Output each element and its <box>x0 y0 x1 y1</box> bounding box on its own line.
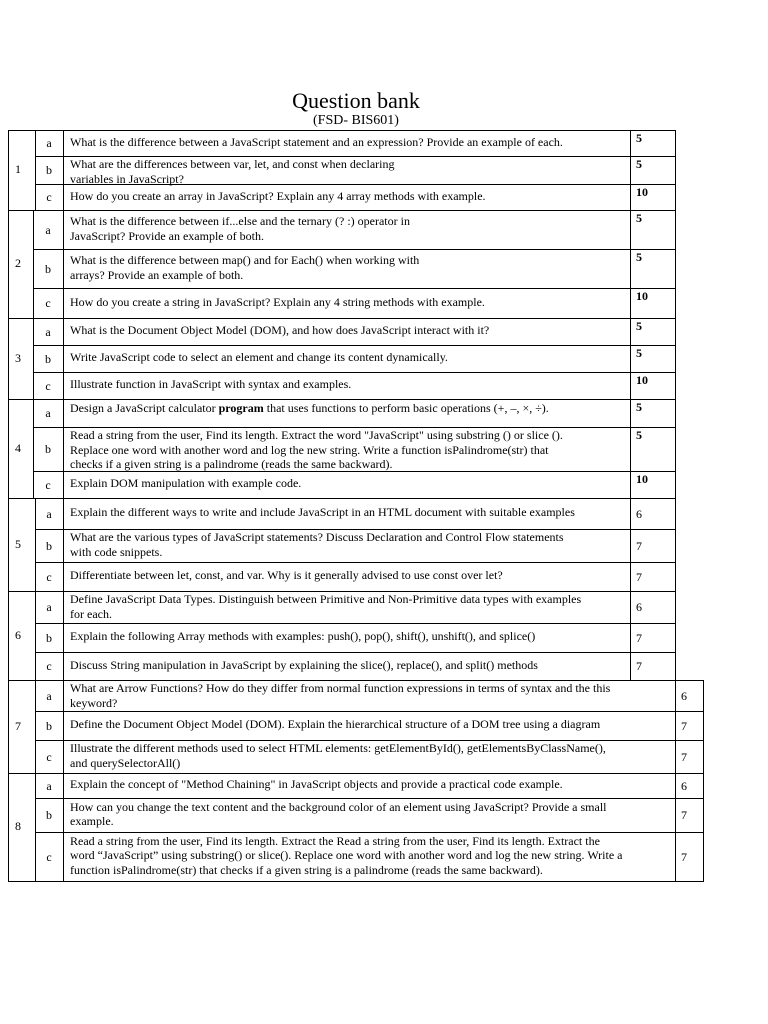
group-number-cell <box>8 773 36 882</box>
group-number: 7 <box>15 718 21 733</box>
part-letter: c <box>46 849 52 864</box>
group-number: 2 <box>15 256 21 270</box>
part-letter: c <box>45 477 51 492</box>
part-letter: b <box>46 163 52 177</box>
question-text: How do you create an array in JavaScript? Explain any 4 array methods with example. <box>70 188 486 203</box>
question-text: Discuss String manipulation in JavaScript by explaining the slice(), replace(), and split() methods <box>70 657 538 672</box>
part-letter: a <box>45 324 51 339</box>
question-text: Illustrate function in JavaScript with syntax and examples. <box>70 377 352 392</box>
part-letter: a <box>46 688 52 703</box>
part-letter: b <box>45 442 51 456</box>
question-text: What is the Document Object Model (DOM), and how does JavaScript interact with it? <box>70 323 490 338</box>
group-number: 4 <box>15 440 21 455</box>
group-number-cell <box>8 498 36 592</box>
question-text: What are Arrow Functions? How do they differ from normal function expressions in terms of syntax and the this keyword? <box>70 681 611 710</box>
group-number-cell <box>8 591 36 681</box>
question-text: Explain the different ways to write and include JavaScript in an HTML document with suitable examples <box>70 505 575 520</box>
question-text: Illustrate the different methods used to select HTML elements: getElementById(), getElementsByClassName(), and querySelectorAll() <box>70 741 606 770</box>
group-number-cell <box>8 399 34 499</box>
question-marks: 6 <box>681 778 687 793</box>
question-marks: 5 <box>636 319 642 333</box>
question-marks: 5 <box>636 157 642 171</box>
group-number: 6 <box>15 627 21 642</box>
question-marks: 6 <box>681 688 687 703</box>
question-text: Explain the following Array methods with examples: push(), pop(), shift(), unshift(), and splice() <box>70 629 536 644</box>
question-text: Write JavaScript code to select an element and change its content dynamically. <box>70 350 448 365</box>
question-marks: 10 <box>636 289 648 303</box>
part-letter: c <box>45 378 51 393</box>
group-number-cell <box>8 210 34 319</box>
page-title: Question bank <box>292 88 420 113</box>
question-marks: 7 <box>681 849 687 864</box>
question-text-part: that uses functions to perform basic operations (+, –, ×, ÷). <box>263 401 549 415</box>
part-letter: c <box>46 659 52 673</box>
part-letter: a <box>45 406 51 420</box>
marks-cell <box>675 711 704 741</box>
question-text: What is the difference between map() and for Each() when working with arrays? Provide an example of both. <box>70 253 420 282</box>
question-marks: 7 <box>636 630 642 645</box>
part-letter: c <box>45 296 51 310</box>
part-letter: a <box>46 600 52 614</box>
question-marks: 6 <box>636 600 642 614</box>
question-marks: 7 <box>681 749 687 764</box>
part-letter: b <box>45 261 51 276</box>
part-letter: b <box>46 718 52 733</box>
marks-cell <box>675 832 704 882</box>
marks-cell <box>675 680 704 712</box>
marks-cell <box>675 798 704 833</box>
group-number-cell <box>8 680 36 774</box>
question-marks: 5 <box>636 211 642 225</box>
question-marks: 5 <box>636 250 642 264</box>
part-letter: c <box>46 569 52 584</box>
part-letter: a <box>46 778 52 793</box>
question-text: How can you change the text content and the background color of an element using JavaScript? Provide a small example. <box>70 799 607 828</box>
question-marks: 6 <box>636 506 642 521</box>
question-text: How do you create a string in JavaScript? Explain any 4 string methods with example. <box>70 294 485 309</box>
question-marks: 10 <box>636 373 648 387</box>
question-marks: 5 <box>636 131 642 145</box>
question-text-part: Design a JavaScript calculator <box>70 401 219 415</box>
question-text: Explain the concept of "Method Chaining" in JavaScript objects and provide a practical code example. <box>70 777 563 792</box>
part-letter: b <box>46 808 52 822</box>
group-number: 3 <box>15 350 21 365</box>
part-letter: b <box>45 351 51 366</box>
question-marks: 10 <box>636 472 648 486</box>
question-marks: 7 <box>681 718 687 733</box>
question-text <box>70 401 627 416</box>
question-marks: 5 <box>636 346 642 360</box>
question-marks: 5 <box>636 400 642 414</box>
question-text: What is the difference between a JavaScript statement and an expression? Provide an example of each. <box>70 134 563 149</box>
group-number-cell <box>8 130 36 211</box>
marks-cell <box>675 740 704 774</box>
question-marks: 5 <box>636 428 642 442</box>
question-marks: 7 <box>636 569 642 584</box>
group-number: 8 <box>15 819 21 833</box>
part-letter: b <box>46 538 52 553</box>
part-letter: a <box>46 136 52 150</box>
page-subtitle: (FSD- BIS601) <box>313 113 399 128</box>
question-text: What are the various types of JavaScript statements? Discuss Declaration and Control Flow statements with code snippets. <box>70 530 564 559</box>
marks-cell <box>675 773 704 799</box>
group-number: 1 <box>15 162 21 176</box>
part-letter: c <box>46 749 52 764</box>
part-letter: a <box>46 506 52 521</box>
part-letter: b <box>46 630 52 645</box>
question-marks: 7 <box>636 659 642 673</box>
question-text: What are the differences between var, let, and const when declaring variables in JavaScript? <box>70 157 395 186</box>
question-marks: 7 <box>636 538 642 553</box>
question-text-bold: program <box>218 401 264 415</box>
question-marks: 7 <box>681 808 687 822</box>
question-text: Define JavaScript Data Types. Distinguish between Primitive and Non-Primitive data types with examples for each. <box>70 592 582 621</box>
question-marks: 10 <box>636 185 648 199</box>
group-number: 5 <box>15 536 21 551</box>
question-text: Explain DOM manipulation with example code. <box>70 476 302 491</box>
question-text: Define the Document Object Model (DOM). Explain the hierarchical structure of a DOM tree using a diagram <box>70 717 601 732</box>
group-number-cell <box>8 318 34 400</box>
question-text: What is the difference between if...else and the ternary (? :) operator in JavaScript? Provide an example of both. <box>70 214 410 243</box>
question-text: Differentiate between let, const, and var. Why is it generally advised to use const over let? <box>70 568 503 583</box>
part-letter: a <box>45 222 51 237</box>
question-text: Read a string from the user, Find its length. Extract the word "JavaScript" using substring () or slice (). Replace one word with another word and log the new string. Write a function isPalindrome(str) that checks if a given string is a palindrome (reads the same backward). <box>70 428 563 471</box>
question-text: Read a string from the user, Find its length. Extract the Read a string from the user, Find its length. Extract the word “JavaScript” using substring() or slice(). Replace one word with another word and log the new string. Write a function isPalindrome(str) that checks if a given string is a palindrome (reads the same backward). <box>70 833 623 877</box>
part-letter: c <box>46 190 52 204</box>
